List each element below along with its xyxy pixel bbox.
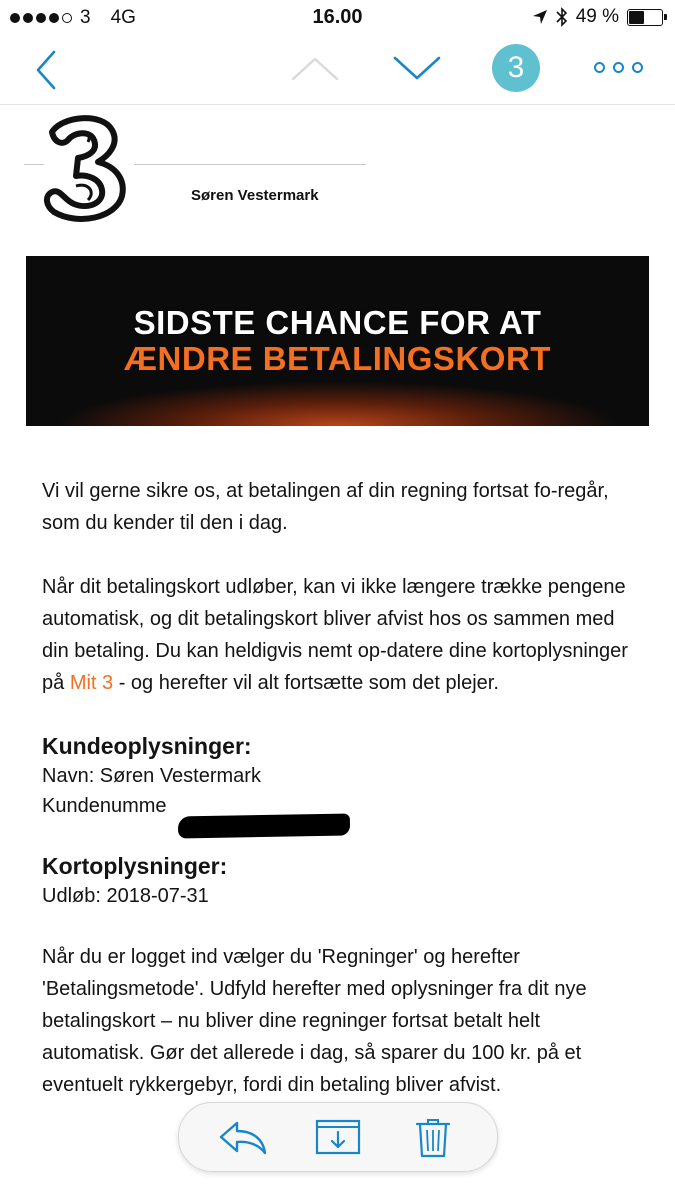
body-paragraph-3: Når du er logget ind vælger du 'Regninger' og herefter 'Betalingsmetode'. Udfyld herefter med oplysninger fra dit nye betalingskort – nu bliver dine regninger fortsat betalt helt automatisk. Gør det allerede i dag, så sparer du 100 kr. på et eventuelt rykkergebyr, fordi din betaling bliver afvist. [42, 946, 587, 1096]
message-action-toolbar [178, 1102, 498, 1172]
paragraph-2-text-start: Når dit betalingskort udløber, kan vi ikke længere trække pengene automatisk, og dit betalingskort bliver afvist hos os sammen med din betaling. Du kan heldigvis nemt op-datere dine kortoplysninger på [42, 576, 628, 694]
mail-nav-bar [0, 34, 675, 105]
email-header [24, 112, 354, 232]
archive-icon[interactable] [314, 1117, 362, 1157]
banner-line-2: ÆNDRE BETALINGSKORT [124, 340, 551, 377]
email-body [42, 475, 642, 1101]
mit-3-link[interactable]: Mit 3 [69, 672, 114, 694]
card-expiry-line: Udløb: 2018-07-31 [42, 885, 209, 907]
network-type: 4G [110, 7, 136, 28]
status-right [532, 6, 663, 28]
promo-banner [26, 256, 649, 426]
redaction-mark [178, 814, 350, 839]
reply-icon[interactable] [217, 1117, 269, 1157]
customer-info-heading: Kundeoplysninger: [42, 733, 252, 759]
signal-strength-icon [10, 13, 72, 23]
chevron-down-icon[interactable] [392, 54, 442, 82]
status-time: 16.00 [312, 6, 363, 28]
status-left [10, 7, 136, 29]
header-divider [134, 164, 366, 165]
more-dots-icon[interactable] [594, 62, 643, 73]
customer-name-line: Navn: Søren Vestermark [42, 765, 261, 787]
customer-number-line: Kundenumme [42, 795, 167, 817]
chevron-up-icon[interactable] [290, 54, 340, 82]
carrier-name: 3 [80, 7, 91, 28]
battery-percent: 49 % [575, 6, 619, 27]
sender-name: Søren Vestermark [191, 187, 319, 204]
body-paragraph-1: Vi vil gerne sikre os, at betalingen af din regning fortsat fo-regår, som du kender til den i dag. [42, 480, 609, 534]
location-arrow-icon [532, 9, 548, 25]
battery-icon [627, 9, 663, 26]
body-paragraph-2 [42, 571, 642, 699]
banner-line-1: SIDSTE CHANCE FOR AT [133, 304, 542, 341]
thread-count-badge[interactable]: 3 [492, 44, 540, 92]
three-logo-icon [38, 112, 130, 224]
chevron-left-icon[interactable] [30, 48, 60, 92]
trash-icon[interactable] [414, 1117, 452, 1159]
status-bar [0, 0, 675, 34]
paragraph-2-text-end: - og herefter vil alt fortsætte som det plejer. [113, 672, 499, 694]
card-info-heading: Kortoplysninger: [42, 853, 228, 879]
bluetooth-icon [556, 7, 568, 27]
